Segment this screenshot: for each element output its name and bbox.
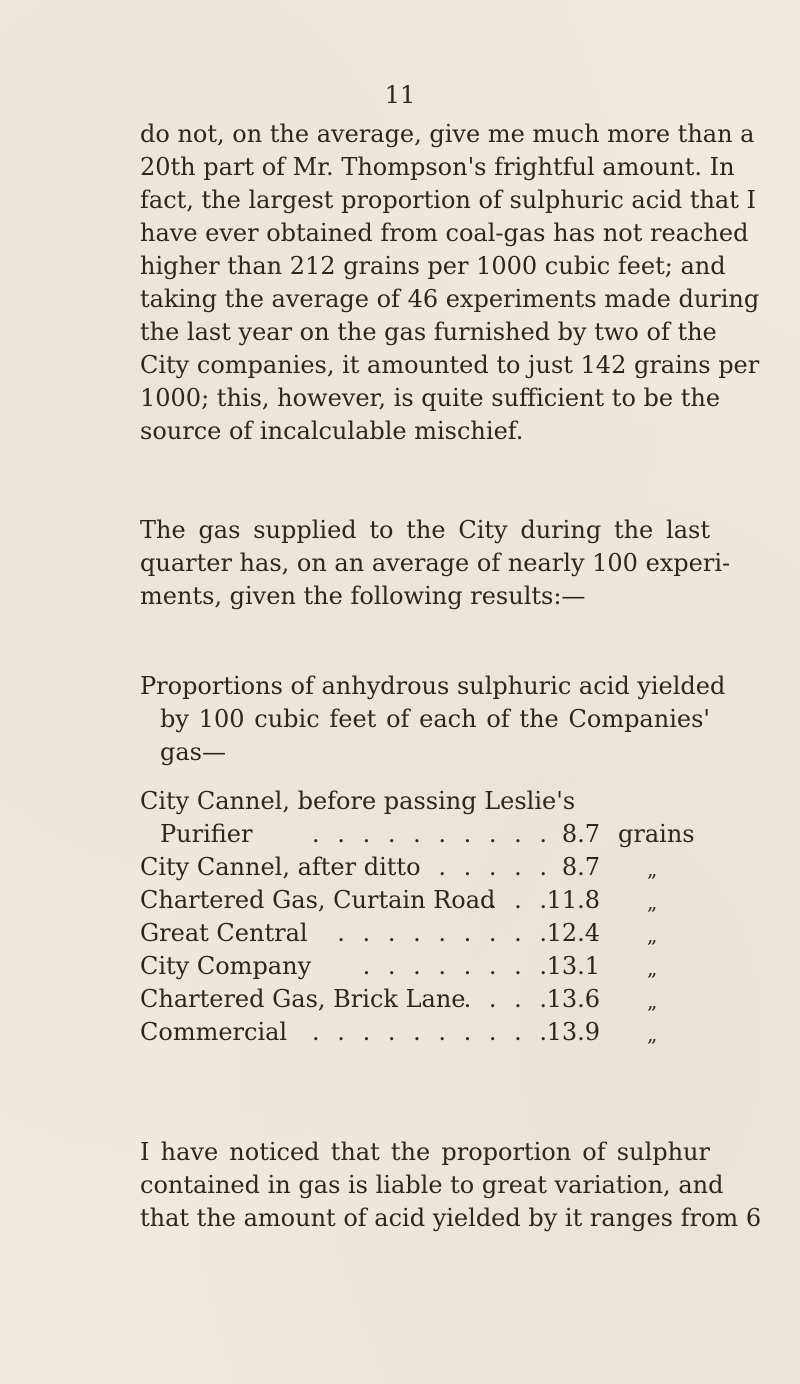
acid-value: 11.8 [546,886,600,914]
table-row [140,950,710,983]
table-row [140,917,710,950]
text-line: City companies, it amounted to just 142 grains per [140,351,760,379]
text-line: taking the average of 46 experiments made during [140,285,760,313]
table-row [140,818,710,851]
text-line: I have noticed that the proportion of sulphur [140,1138,710,1166]
company-name: City Company [140,952,312,980]
company-name: Great Central [140,919,308,947]
text-line: contained in gas is liable to great variation, and [140,1171,724,1199]
table-row [140,884,710,917]
unit-label: grains [618,820,695,848]
table-row [140,1016,710,1049]
ditto-mark: „ [647,989,658,1013]
acid-value: 13.6 [546,985,600,1013]
ditto-mark: „ [647,857,658,881]
text-line: source of incalculable mischief. [140,417,524,445]
leader-dots: . . . . . . . . . . [312,820,552,848]
text-line: Proportions of anhydrous sulphuric acid yielded [140,672,726,700]
company-name: Commercial [140,1018,288,1046]
text-line: gas— [160,738,226,766]
text-line: 20th part of Mr. Thompson's frightful amount. In [140,153,735,181]
ditto-mark: „ [647,956,658,980]
text-line: the last year on the gas furnished by two of the [140,318,717,346]
text-line: have ever obtained from coal-gas has not reached [140,219,749,247]
acid-value: 13.9 [546,1018,600,1046]
leader-dots: . . . . . . . . . [337,919,552,947]
text-line: do not, on the average, give me much more than a [140,120,755,148]
acid-value: 12.4 [546,919,600,947]
company-name: Chartered Gas, Brick Lane [140,985,466,1013]
ditto-mark: „ [647,1022,658,1046]
paragraph-city-gas-results [140,514,731,613]
table-row [140,983,710,1016]
ditto-mark: „ [647,923,658,947]
company-name: City Cannel, after ditto [140,853,421,881]
leader-dots: . . . . [463,985,552,1013]
ditto-mark: „ [647,890,658,914]
table-heading [140,670,726,769]
text-line: ments, given the following results:— [140,582,586,610]
leader-dots: . . . [488,886,552,914]
leader-dots: . . . . . . . . [362,952,552,980]
table-row [140,851,710,884]
text-line: higher than 212 grains per 1000 cubic feet; and [140,252,726,280]
company-name: Purifier [160,820,253,848]
leader-dots: . . . . . [438,853,552,881]
acid-value: 8.7 [561,853,600,881]
page-number: 11 [384,81,416,109]
text-line: fact, the largest proportion of sulphuric acid that I [140,186,756,214]
acid-value: 13.1 [546,952,600,980]
paragraph-sulphur-variation [140,1136,762,1235]
text-line: by 100 cubic feet of each of the Companies' [160,705,710,733]
text-line: quarter has, on an average of nearly 100 experi- [140,549,731,577]
text-line: 1000; this, however, is quite sufficient to be the [140,384,721,412]
results-first-line: City Cannel, before passing Leslie's [140,787,576,815]
company-name: Chartered Gas, Curtain Road [140,886,496,914]
text-line: The gas supplied to the City during the last [140,516,710,544]
paragraph-average-proportion [140,118,760,448]
text-line: that the amount of acid yielded by it ranges from 6 [140,1204,762,1232]
results-table [140,785,710,1049]
leader-dots: . . . . . . . . . . [312,1018,552,1046]
acid-value: 8.7 [561,820,600,848]
